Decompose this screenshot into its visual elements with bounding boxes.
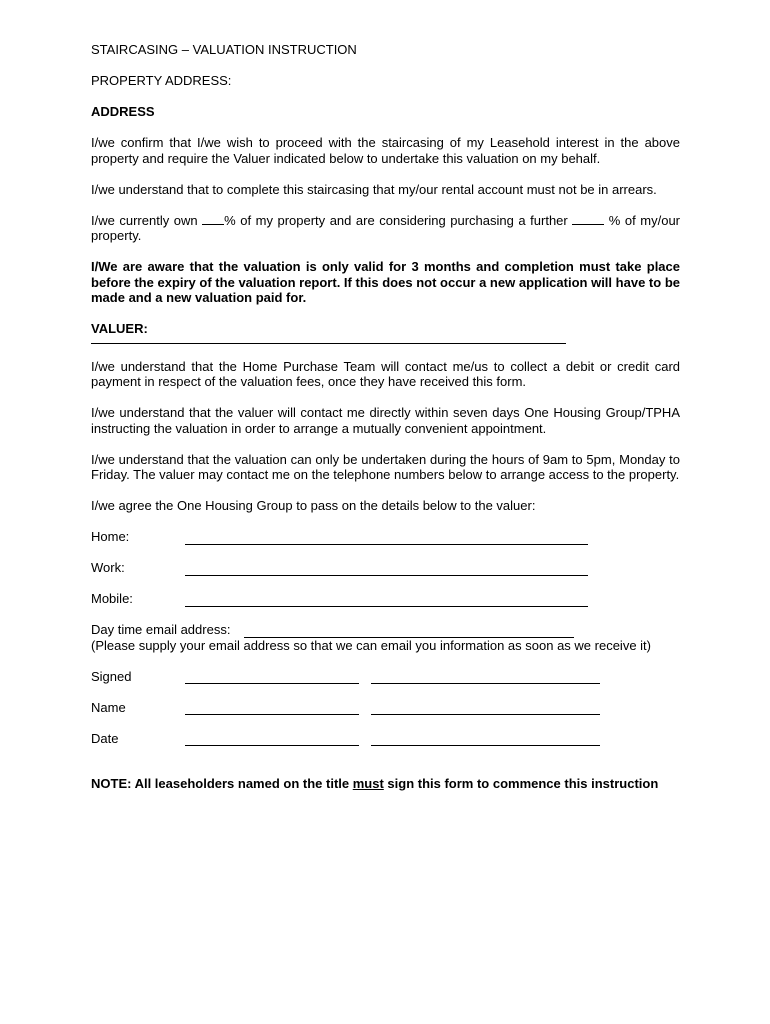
signed-label: Signed	[91, 668, 132, 684]
home-field	[91, 529, 680, 545]
signed-line-1[interactable]	[185, 671, 359, 684]
agree-paragraph: I/we agree the One Housing Group to pass on the details below to the valuer:	[91, 498, 536, 513]
valuer-line[interactable]	[91, 337, 566, 344]
further-share-blank[interactable]	[572, 213, 604, 225]
name-line-1[interactable]	[185, 702, 359, 715]
arrears-paragraph: I/we understand that to complete this staircasing that my/our rental account must not be in arrears.	[91, 181, 657, 197]
ownership-text-3: % of my/our property.	[91, 212, 680, 243]
form-title: STAIRCASING – VALUATION INSTRUCTION	[91, 42, 357, 57]
date-label: Date	[91, 730, 119, 746]
name-field	[91, 700, 680, 716]
email-field	[91, 622, 680, 638]
hours-paragraph: I/we understand that the valuation can only be undertaken during the hours of 9am to 5pm, Monday to Friday. The valuer may contact me on the telephone numbers below to arrange access to the property.	[91, 451, 680, 482]
work-line[interactable]	[185, 563, 588, 576]
form-page	[91, 42, 680, 807]
signed-field	[91, 669, 680, 685]
current-share-blank[interactable]	[202, 213, 224, 225]
date-field	[91, 731, 680, 747]
property-address-label: PROPERTY ADDRESS:	[91, 73, 232, 88]
ownership-text-1: I/we currently own	[91, 212, 203, 228]
payment-paragraph: I/we understand that the Home Purchase Team will contact me/us to collect a debit or credit card payment in respect of the valuation fees, once they have received this form.	[91, 358, 680, 389]
note-emphasis: must	[352, 776, 384, 791]
email-note: (Please supply your email address so that we can email you information as soon as we receive it)	[91, 637, 651, 653]
date-line-2[interactable]	[371, 733, 600, 746]
mobile-field	[91, 591, 680, 607]
email-line[interactable]	[244, 625, 574, 638]
home-line[interactable]	[185, 532, 588, 545]
valuer-label: VALUER:	[91, 321, 148, 336]
note-paragraph	[91, 776, 680, 792]
validity-paragraph: I/We are aware that the valuation is only valid for 3 months and completion must take place before the expiry of the valuation report. If this does not occur a new application will have to be made and a new valuation paid for.	[91, 259, 680, 305]
mobile-line[interactable]	[185, 594, 588, 607]
date-line-1[interactable]	[185, 733, 359, 746]
contact-paragraph: I/we understand that the valuer will contact me directly within seven days One Housing Group/TPHA instructing the valuation in order to arrange a mutually convenient appointment.	[91, 405, 680, 436]
note-text-2: sign this form to commence this instruction	[383, 776, 659, 791]
confirm-paragraph: I/we confirm that I/we wish to proceed with the staircasing of my Leasehold interest in the above property and require the Valuer indicated below to undertake this valuation on my behalf.	[91, 135, 680, 166]
work-label: Work:	[91, 560, 125, 575]
email-label: Day time email address:	[91, 622, 231, 637]
home-label: Home:	[91, 529, 130, 544]
ownership-paragraph	[91, 213, 680, 244]
name-label: Name	[91, 699, 126, 715]
address-label: ADDRESS	[91, 104, 155, 119]
mobile-label: Mobile:	[91, 591, 133, 606]
ownership-text-2: % of my property and are considering purchasing a further	[224, 212, 573, 228]
work-field	[91, 560, 680, 576]
name-line-2[interactable]	[371, 702, 600, 715]
signed-line-2[interactable]	[371, 671, 600, 684]
note-text-1: NOTE: All leaseholders named on the title	[91, 776, 353, 791]
